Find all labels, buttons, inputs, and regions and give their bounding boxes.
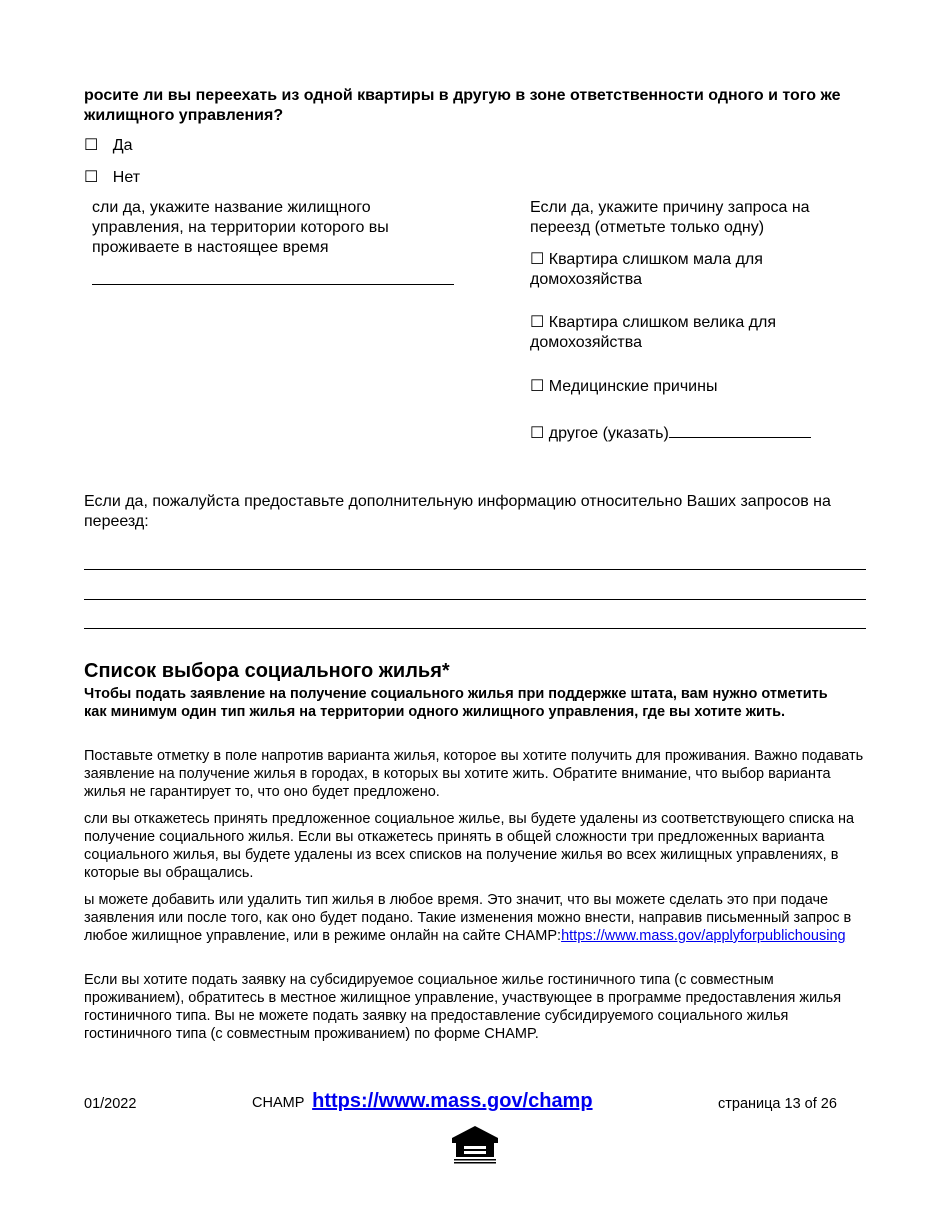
paragraph-3-text: ы можете добавить или удалить тип жилья в любое время. Это значит, что вы можете сделать это при подаче заявления или после того, как оно будет подано. Такие изменения можно внести, направив письменный запрос в любое жилищное управление, или в режиме онлайн на сайте CHAMP: bbox=[84, 892, 852, 944]
footer-page-number: страница 13 of 26 bbox=[718, 1096, 837, 1112]
housing-authority-note: сли да, укажите название жилищного управления, на территории которого вы проживаете в настоящее время bbox=[92, 199, 389, 256]
option-yes[interactable] bbox=[84, 136, 133, 156]
extra-info-line-1[interactable] bbox=[84, 569, 866, 570]
extra-info-prompt: Если да, пожалуйста предоставьте дополнительную информацию относительно Ваших запросов на переезд: bbox=[84, 493, 831, 530]
question-title: росите ли вы переехать из одной квартиры в другую в зоне ответственности одного и того же жилищного управления? bbox=[84, 87, 841, 124]
footer-champ bbox=[252, 1090, 593, 1113]
section-title: Список выбора социального жилья* bbox=[84, 660, 450, 682]
champ-link[interactable]: https://www.mass.gov/champ bbox=[312, 1090, 593, 1112]
extra-info-line-2[interactable] bbox=[84, 599, 866, 600]
yes-checkbox[interactable]: ☐ bbox=[84, 137, 99, 154]
yes-label: Да bbox=[112, 137, 133, 154]
housing-authority-input-line[interactable] bbox=[92, 284, 454, 285]
reason-option-too-small[interactable]: ☐ Квартира слишком мала для домохозяйства bbox=[530, 251, 763, 288]
reason-option-other[interactable] bbox=[530, 422, 850, 444]
no-label: Нет bbox=[112, 169, 141, 186]
footer-brand: CHAMP bbox=[252, 1095, 305, 1111]
paragraph-1: Поставьте отметку в поле напротив варианта жилья, которое вы хотите получить для проживания. Важно подавать заявление на получение жилья в городах, в которых вы хотите жить. Обратите внимание, что выбор варианта жилья не гарантирует то, что оно будет предложено. bbox=[84, 748, 864, 800]
paragraph-2: сли вы откажетесь принять предложенное социальное жилье, вы будете удалены из соответствующего списка на получение социального жилья. Если вы откажетесь принять в общей сложности три предложенных варианта социального жилья, вы будете удалены из всех списков на получение жилья во всех жилищных управлениях, в которые вы обращались. bbox=[84, 811, 855, 881]
reason-other-label: ☐ другое (указать) bbox=[530, 425, 669, 442]
no-checkbox[interactable]: ☐ bbox=[84, 169, 99, 186]
option-no[interactable] bbox=[84, 168, 140, 188]
paragraph-3 bbox=[84, 891, 864, 945]
reason-option-medical[interactable]: ☐ Медицинские причины bbox=[530, 378, 718, 395]
paragraph-4: Если вы хотите подать заявку на субсидируемое социальное жилье гостиничного типа (с совместным проживанием), обратитесь в местное жилищное управление, участвующее в программе предоставления жилья гостиничного типа. Вы не можете подать заявку на предоставление субсидируемого социального жилья гостиничного типа (с совместным проживанием) по форме CHAMP. bbox=[84, 972, 842, 1042]
section-subtitle: Чтобы подать заявление на получение социального жилья при поддержке штата, вам нужно отметить как минимум один тип жилья на территории одного жилищного управления, где вы хотите жить. bbox=[84, 686, 828, 720]
reason-other-input-line[interactable] bbox=[669, 422, 811, 438]
equal-housing-opportunity-icon bbox=[450, 1124, 500, 1166]
reason-option-too-large[interactable]: ☐ Квартира слишком велика для домохозяйства bbox=[530, 314, 777, 351]
footer-date: 01/2022 bbox=[84, 1096, 137, 1112]
extra-info-line-3[interactable] bbox=[84, 628, 866, 629]
reason-heading: Если да, укажите причину запроса на переезд (отметьте только одну) bbox=[530, 199, 810, 236]
apply-public-housing-link[interactable]: https://www.mass.gov/applyforpublichousing bbox=[561, 928, 846, 944]
